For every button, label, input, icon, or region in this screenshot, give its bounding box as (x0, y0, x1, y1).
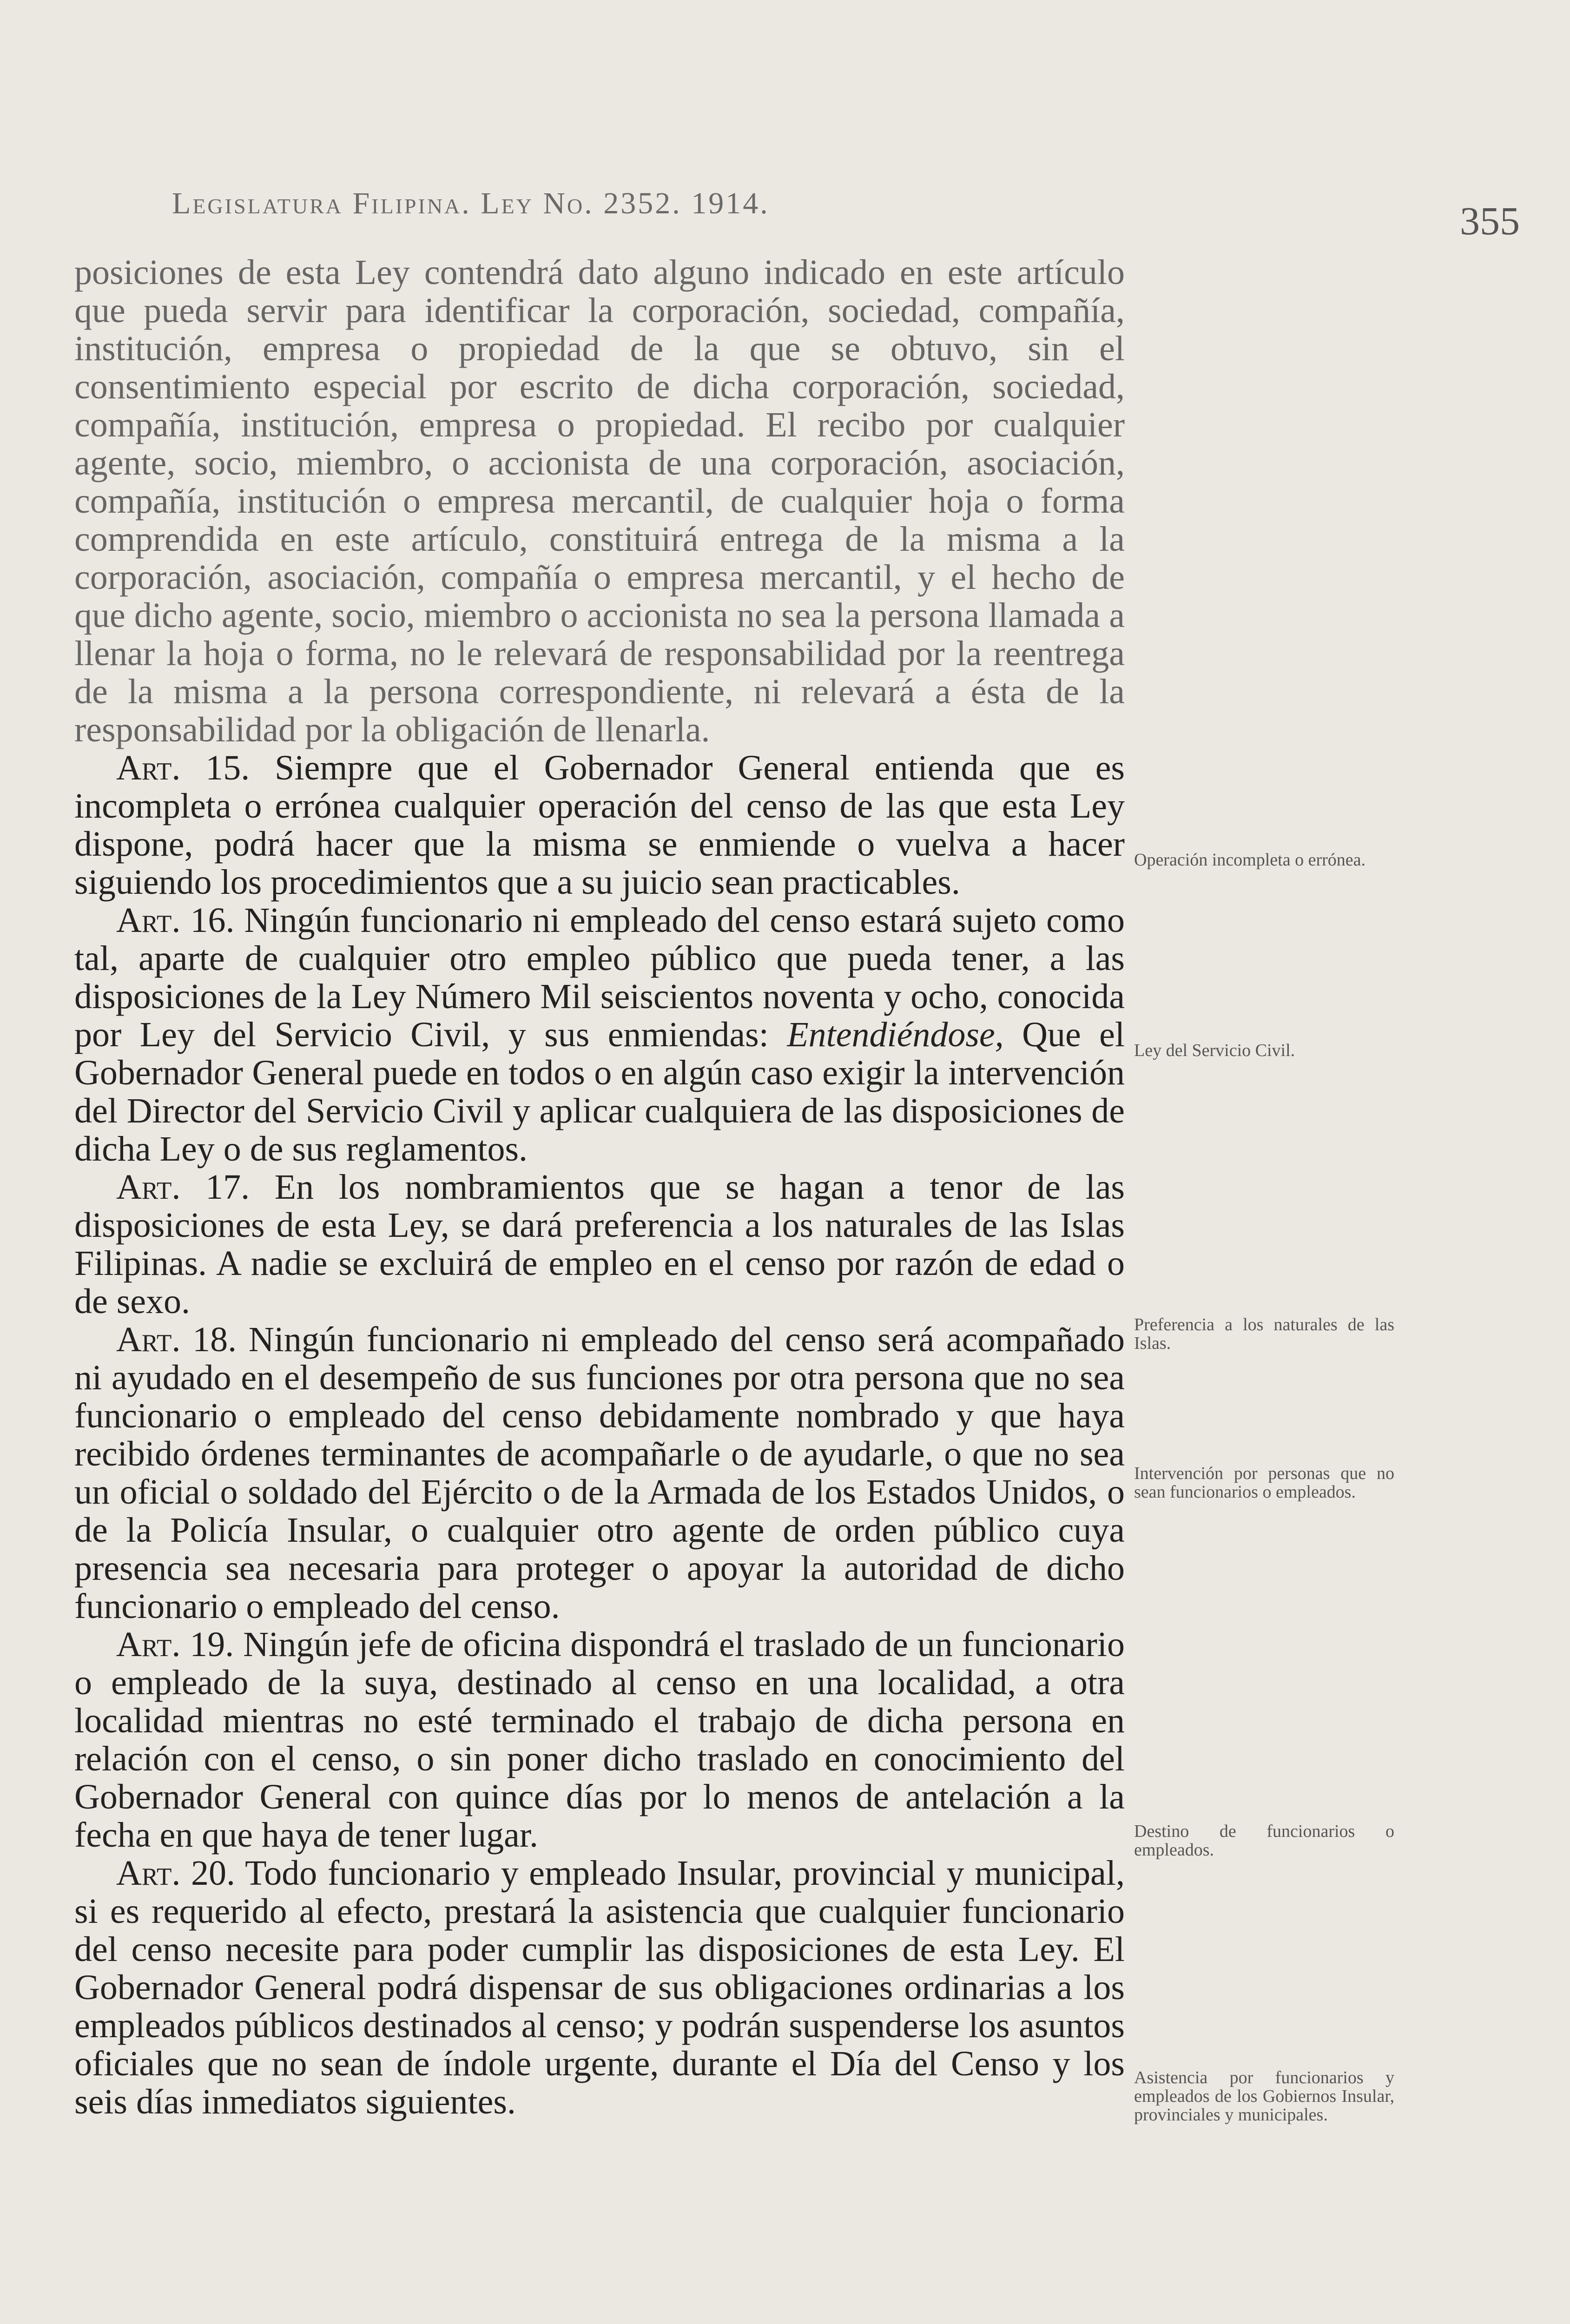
article-label: Art. 16. (116, 901, 235, 940)
article-label: Art. 18. (116, 1320, 237, 1359)
margin-note-art-17: Preferencia a los naturales de las Islas. (1134, 1315, 1394, 1353)
page-header (172, 186, 1520, 243)
article-italic-text: Entendiéndose, (787, 1015, 1004, 1054)
margin-note-art-18: Intervención por personas que no sean funcionarios o empleados. (1134, 1464, 1394, 1502)
article-text: Ningún funcionario ni empleado del censo será acompañado ni ayudado en el desempeño de sus funciones por otra persona que no sea funcionario o empleado del censo debidamente nombrado y que haya recibido órdenes terminantes de acompañarle o de ayudarle, o que no sea un oficial o soldado del Ejército o de la Armada de los Estados Unidos, o de la Policía Insular, o cualquier otro agente de orden público cuya presencia sea necesaria para proteger o apoyar la autoridad de dicho funcionario o empleado del censo. (74, 1320, 1125, 1626)
article-17 (74, 1168, 1125, 1320)
running-head: Legislatura Filipina. Ley No. 2352. 1914. (172, 186, 770, 220)
article-label: Art. 15. (116, 748, 250, 787)
article-text: Ningún funcionario ni empleado del censo estará sujeto como tal, aparte de cualquier otro empleo público que pueda tener, a las disposiciones de la Ley Número Mil seiscientos noventa y ocho, conocida por Ley del Servicio Civil, y sus enmiendas: (74, 901, 1125, 1054)
article-label: Art. 20. (116, 1854, 235, 1893)
article-label: Art. 19. (116, 1625, 234, 1664)
article-15 (74, 749, 1125, 901)
article-16 (74, 901, 1125, 1168)
margin-note-art-16: Ley del Servicio Civil. (1134, 1041, 1295, 1060)
body-text (74, 253, 1125, 2121)
article-text: En los nombramientos que se hagan a tenor de las disposiciones de esta Ley, se dará preferencia a los naturales de las Islas Filipinas. A nadie se excluirá de empleo en el censo por razón de edad o de sexo. (74, 1168, 1125, 1321)
article-20 (74, 1854, 1125, 2121)
article-19 (74, 1625, 1125, 1854)
continuation-paragraph: posiciones de esta Ley contendrá dato alguno indicado en este artículo que pueda servir para identificar la corporación, sociedad, compañía, institución, empresa o propiedad de la que se obtuvo, sin el consentimiento especial por escrito de dicha corporación, sociedad, compañía, institución, empresa o propiedad. El recibo por cualquier agente, socio, miembro, o accionista de una corporación, asociación, compañía, institución o empresa mercantil, de cualquier hoja o forma comprendida en este artículo, constituirá entrega de la misma a la corporación, asociación, compañía o empresa mercantil, y el hecho de que dicho agente, socio, miembro o accionista no sea la persona llamada a llenar la hoja o forma, no le relevará de responsabilidad por la reentrega de la misma a la persona correspondiente, ni relevará a ésta de la responsabilidad por la obligación de llenarla. (74, 253, 1125, 749)
margin-note-art-19: Destino de funcionarios o empleados. (1134, 1822, 1394, 1860)
page-number: 355 (1460, 198, 1520, 243)
margin-note-art-20: Asistencia por funcionarios y empleados de los Gobiernos Insular, provinciales y municipales. (1134, 2068, 1394, 2125)
article-text: Todo funcionario y empleado Insular, provincial y municipal, si es requerido al efecto, prestará la asistencia que cualquier funcionario del censo necesite para poder cumplir las disposiciones de esta Ley. El Gobernador General podrá dispensar de sus obligaciones ordinarias a los empleados públicos destinados al censo; y podrán suspenderse los asuntos oficiales que no sean de índole urgente, durante el Día del Censo y los seis días inmediatos siguientes. (74, 1854, 1125, 2121)
article-label: Art. 17. (116, 1168, 250, 1207)
article-text-continued: Que el Gobernador General puede en todos o en algún caso exigir la intervención del Director del Servicio Civil y aplicar cualquiera de las disposiciones de dicha Ley o de sus reglamentos. (74, 1015, 1125, 1169)
article-18 (74, 1320, 1125, 1625)
article-text: Ningún jefe de oficina dispondrá el traslado de un funcionario o empleado de la suya, destinado al censo en una localidad, a otra localidad mientras no esté terminado el trabajo de dicha persona en relación con el censo, o sin poner dicho traslado en conocimiento del Gobernador General con quince días por lo menos de antelación a la fecha en que haya de tener lugar. (74, 1625, 1125, 1855)
article-text: Siempre que el Gobernador General entienda que es incompleta o errónea cualquier operación del censo de las que esta Ley dispone, podrá hacer que la misma se enmiende o vuelva a hacer siguiendo los procedimientos que a su juicio sean practicables. (74, 748, 1125, 902)
margin-note-art-15: Operación incompleta o errónea. (1134, 850, 1366, 870)
